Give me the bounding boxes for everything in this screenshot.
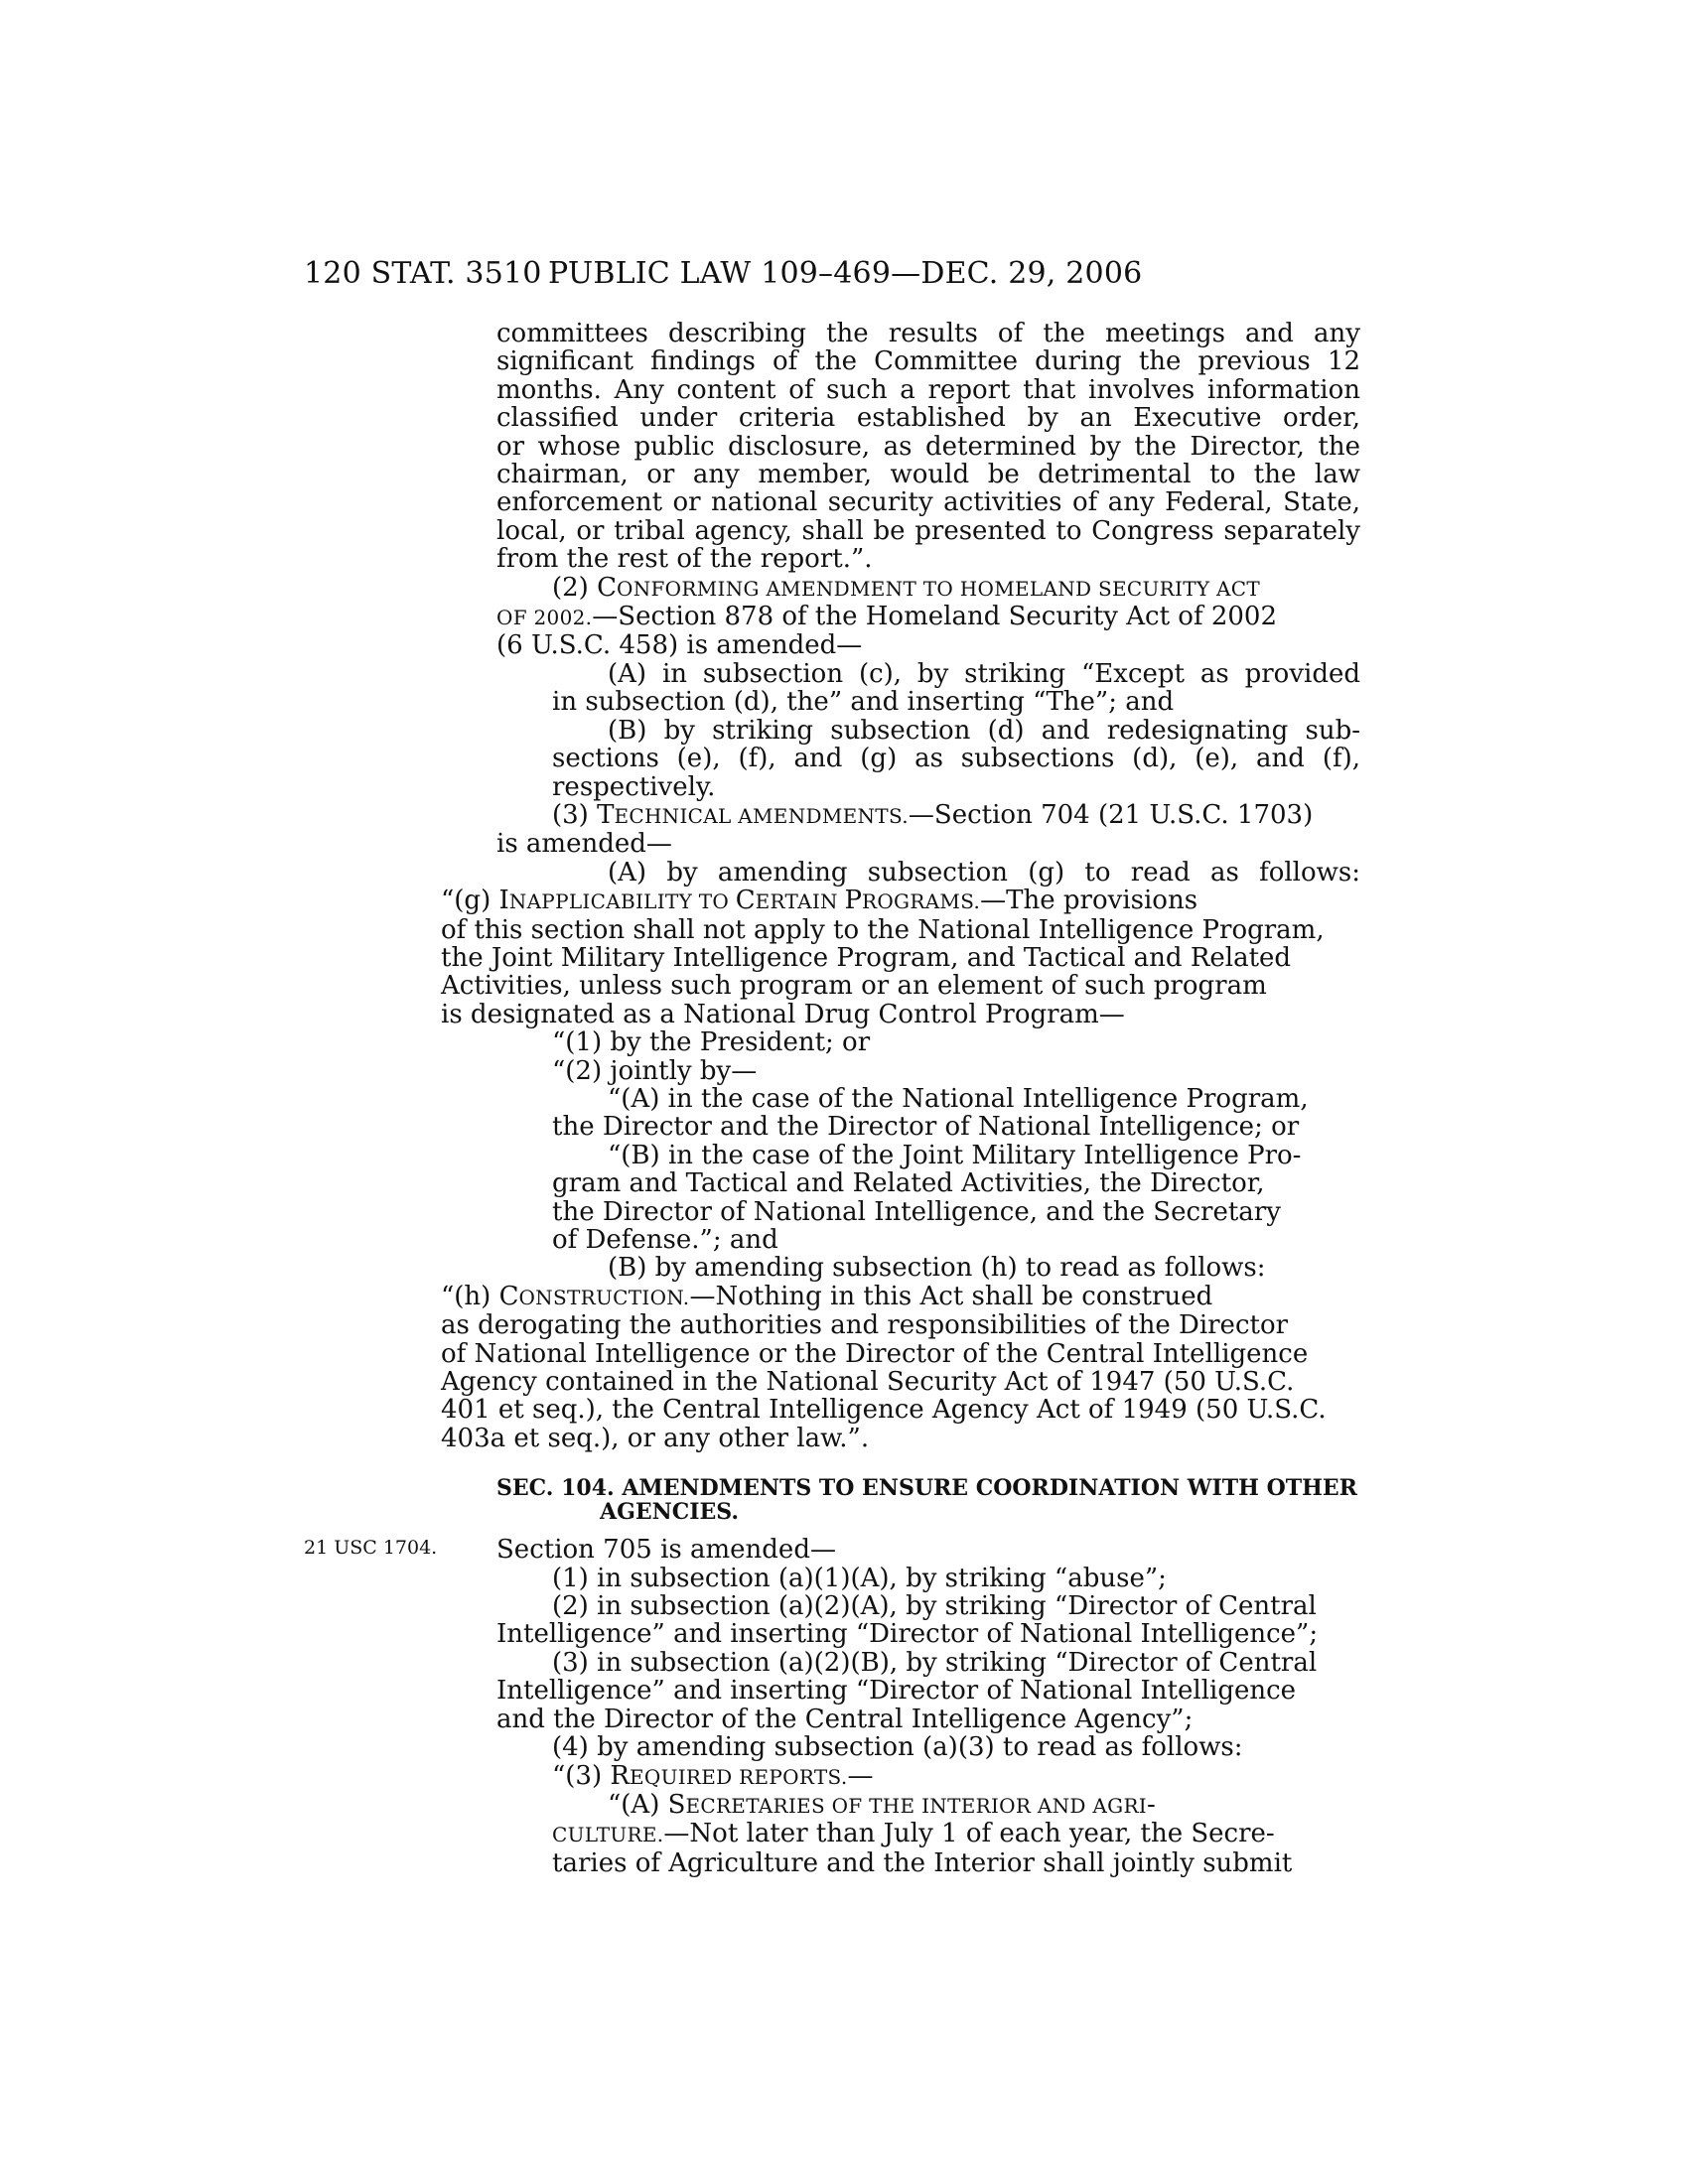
text-line: “(1) by the President; or (552, 1027, 871, 1058)
text-line: of Defense.”; and (552, 1225, 778, 1255)
text-line: or whose public disclosure, as determined by the Director, the (496, 431, 1360, 462)
text-line: respectively. (552, 771, 716, 802)
text-line: (3) in subsection (a)(2)(B), by striking “Director of Central (552, 1647, 1318, 1678)
section-heading-line: SEC. 104. AMENDMENTS TO ENSURE COORDINATION WITH OTHER (496, 1475, 1357, 1502)
text-line: (A) by amending subsection (g) to read as follows: (608, 857, 1360, 887)
paragraph-3-heading: (3) TECHNICAL AMENDMENTS.—Section 704 (21 U.S.C. 1703) (552, 799, 1314, 830)
text-line: 403a et seq.), or any other law.”. (441, 1423, 870, 1453)
paragraph-2-heading: (2) CONFORMING AMENDMENT TO HOMELAND SECURITY ACT (552, 572, 1261, 603)
text-line: (B) by amending subsection (h) to read as follows: (608, 1253, 1266, 1284)
text-line: of National Intelligence or the Director of the Central Intelligence (441, 1338, 1309, 1369)
text-line: gram and Tactical and Related Activities, the Director, (552, 1168, 1265, 1199)
text-line: “(g) INAPPLICABILITY TO CERTAIN PROGRAMS.—The provisions (441, 886, 1198, 916)
page-number: 120 STAT. 3510 (304, 256, 542, 291)
text-line: months. Any content of such a report that involves information (496, 374, 1360, 405)
text-line: OF 2002.—Section 878 of the Homeland Security Act of 2002 (496, 602, 1278, 632)
section-heading (496, 1476, 1360, 1524)
text-line: 401 et seq.), the Central Intelligence Agency Act of 1949 (50 U.S.C. (441, 1395, 1327, 1426)
text-line: in subsection (d), the” and inserting “The”; and (552, 687, 1175, 718)
text-line: chairman, or any member, would be detrimental to the law (496, 460, 1360, 490)
text-line: and the Director of the Central Intelligence Agency”; (496, 1704, 1194, 1734)
text-line: “(A) in the case of the National Intelligence Program, (608, 1083, 1309, 1114)
text-line: (4) by amending subsection (a)(3) to read as follows: (552, 1732, 1243, 1763)
text-line: the Joint Military Intelligence Program, and Tactical and Related (441, 942, 1292, 973)
text-line: “(B) in the case of the Joint Military Intelligence Pro- (608, 1140, 1302, 1170)
text-line: is amended— (496, 829, 672, 860)
text-line: is designated as a National Drug Control Program— (441, 999, 1125, 1029)
section-heading-line: AGENCIES. (600, 1499, 740, 1526)
text-line: Section 705 is amended— (496, 1535, 836, 1566)
text-line: “(h) CONSTRUCTION.—Nothing in this Act shall be construed (441, 1281, 1213, 1311)
text-line: of this section shall not apply to the National Intelligence Program, (441, 914, 1325, 945)
text-line: Activities, unless such program or an element of such program (441, 971, 1267, 1002)
text-line: local, or tribal agency, shall be presented to Congress separately (496, 515, 1360, 546)
text-line: (A) in subsection (c), by striking “Except as provided (608, 658, 1360, 689)
text-line: Intelligence” and inserting “Director of National Intelligence (496, 1676, 1297, 1706)
text-line: as derogating the authorities and responsibilities of the Director (441, 1310, 1289, 1341)
text-line: committees describing the results of the meetings and any (496, 319, 1360, 348)
text-line: classified under criteria established by an Executive order, (496, 403, 1360, 434)
text-line: sections (e), (f), and (g) as subsections (d), (e), and (f), (552, 744, 1360, 774)
running-head: PUBLIC LAW 109–469—DEC. 29, 2006 (548, 256, 1143, 291)
text-line: “(A) SECRETARIES OF THE INTERIOR AND AGRI- (608, 1789, 1156, 1820)
text-line: “(3) REQUIRED REPORTS.— (552, 1760, 874, 1791)
text-line: (2) in subsection (a)(2)(A), by striking “Director of Central (552, 1591, 1317, 1622)
page-header (0, 254, 1688, 294)
text-line: taries of Agriculture and the Interior shall jointly submit (552, 1847, 1293, 1878)
text-line: enforcement or national security activities of any Federal, State, (496, 487, 1360, 518)
marginal-note: 21 USC 1704. (304, 1537, 438, 1559)
text-line: CULTURE.—Not later than July 1 of each year, the Secre- (552, 1819, 1275, 1849)
text-line: (1) in subsection (a)(1)(A), by striking “abuse”; (552, 1563, 1167, 1593)
text-line: from the rest of the report.”. (496, 544, 873, 575)
text-line: Agency contained in the National Security Act of 1947 (50 U.S.C. (441, 1367, 1295, 1398)
text-line: (6 U.S.C. 458) is amended— (496, 630, 863, 661)
body-text (441, 319, 1360, 1878)
text-line: (B) by striking subsection (d) and redesignating sub- (608, 715, 1360, 746)
text-line: the Director of National Intelligence, and the Secretary (552, 1196, 1281, 1227)
text-line: the Director and the Director of National Intelligence; or (552, 1112, 1300, 1143)
text-line: “(2) jointly by— (552, 1055, 758, 1086)
text-line: Intelligence” and inserting “Director of National Intelligence”; (496, 1619, 1319, 1650)
text-line: significant findings of the Committee during the previous 12 (496, 346, 1360, 377)
